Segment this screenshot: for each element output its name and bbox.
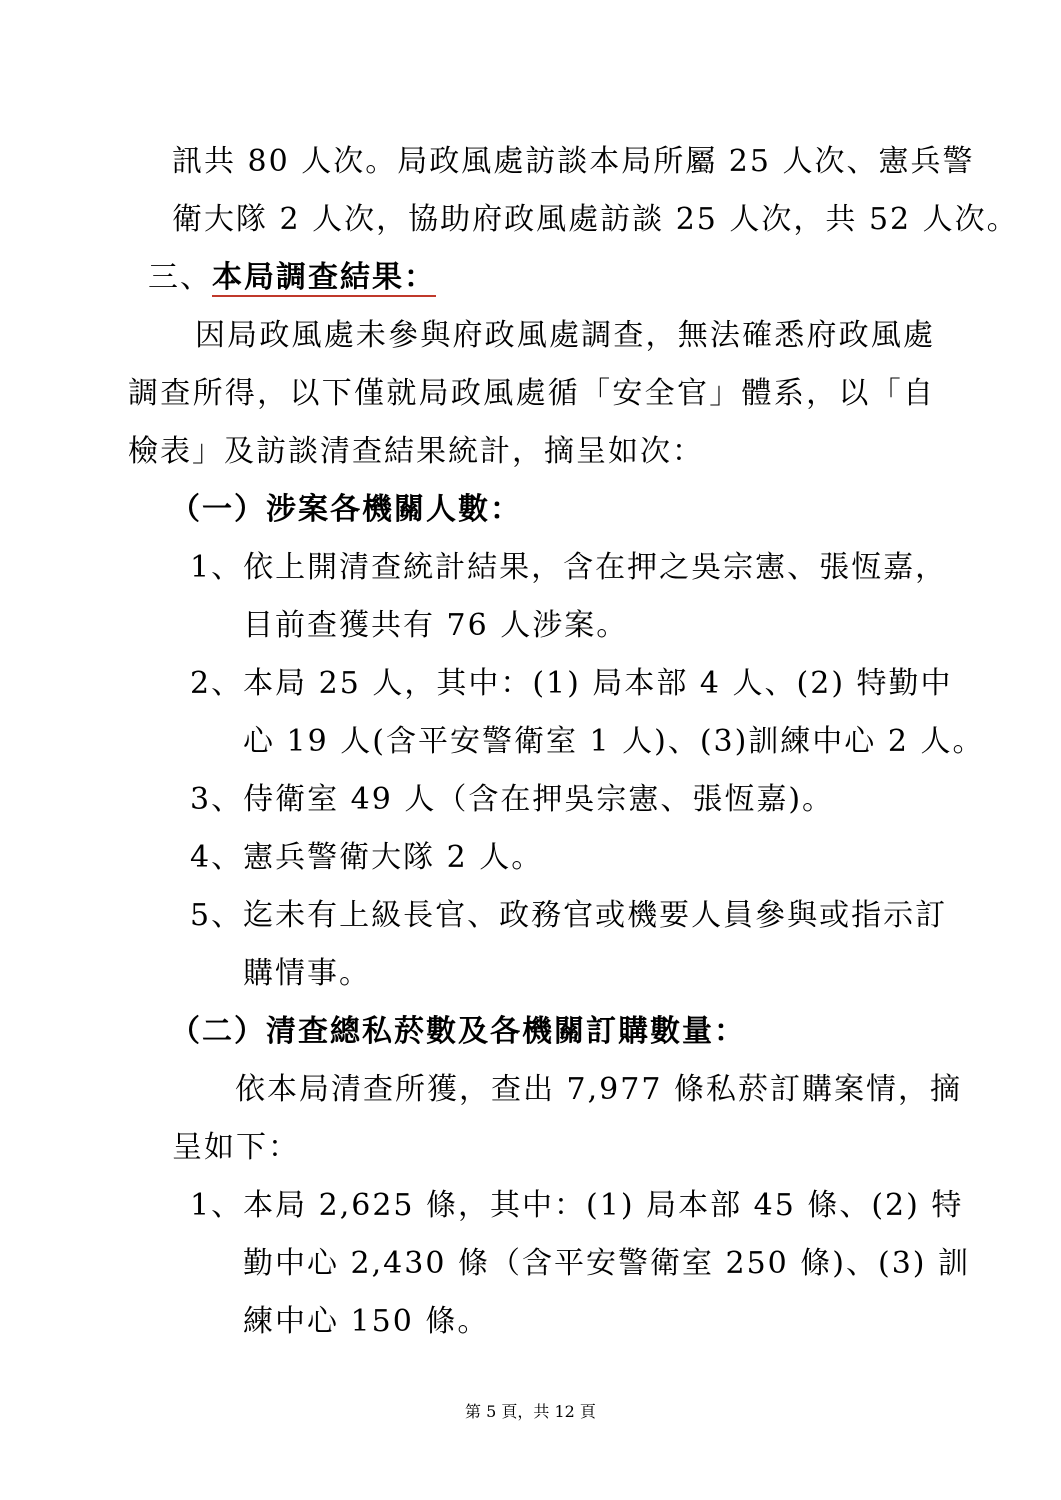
list-item: 2、本局 25 人，其中：(1) 局本部 4 人、(2) 特勤中 bbox=[190, 666, 953, 701]
list-item-continuation: 練中心 150 條。 bbox=[243, 1304, 490, 1339]
body-line: 衛大隊 2 人次，協助府政風處訪談 25 人次，共 52 人次。 bbox=[172, 202, 1019, 237]
body-line: 依本局清查所獲，查出 7,977 條私菸訂購案情，摘 bbox=[235, 1072, 962, 1107]
page-footer: 第 5 頁，共 12 頁 bbox=[465, 1402, 596, 1421]
body-line: 呈如下： bbox=[172, 1130, 300, 1165]
list-item: 1、本局 2,625 條，其中：(1) 局本部 45 條、(2) 特 bbox=[190, 1188, 964, 1223]
section-number: 三、 bbox=[148, 260, 212, 295]
list-item: 3、侍衛室 49 人（含在押吳宗憲、張恆嘉)。 bbox=[190, 782, 835, 817]
section-heading bbox=[148, 258, 448, 298]
list-item-continuation: 購情事。 bbox=[243, 956, 371, 991]
list-item-continuation: 目前查獲共有 76 人涉案。 bbox=[243, 608, 629, 643]
body-line: 因局政風處未參與府政風處調查，無法確悉府政風處 bbox=[195, 318, 935, 353]
list-item-continuation: 心 19 人(含平安警衛室 1 人)、(3)訓練中心 2 人。 bbox=[243, 724, 985, 759]
body-line: 訊共 80 人次。局政風處訪談本局所屬 25 人次、憲兵警 bbox=[172, 144, 975, 179]
list-item: 5、迄未有上級長官、政務官或機要人員參與或指示訂 bbox=[190, 898, 948, 933]
list-item-continuation: 勤中心 2,430 條（含平安警衛室 250 條)、(3) 訓 bbox=[243, 1246, 971, 1281]
list-item: 4、憲兵警衛大隊 2 人。 bbox=[190, 840, 544, 875]
list-item: 1、依上開清查統計結果，含在押之吳宗憲、張恆嘉， bbox=[190, 550, 948, 585]
body-line: 調查所得，以下僅就局政風處循「安全官」體系，以「自 bbox=[128, 376, 935, 411]
subsection-heading: （二）清查總私菸數及各機關訂購數量： bbox=[170, 1014, 746, 1049]
section-title: 本局調查結果： bbox=[212, 260, 436, 295]
subsection-heading: （一）涉案各機關人數： bbox=[170, 492, 522, 527]
body-line: 檢表」及訪談清查結果統計，摘呈如次： bbox=[128, 434, 704, 469]
